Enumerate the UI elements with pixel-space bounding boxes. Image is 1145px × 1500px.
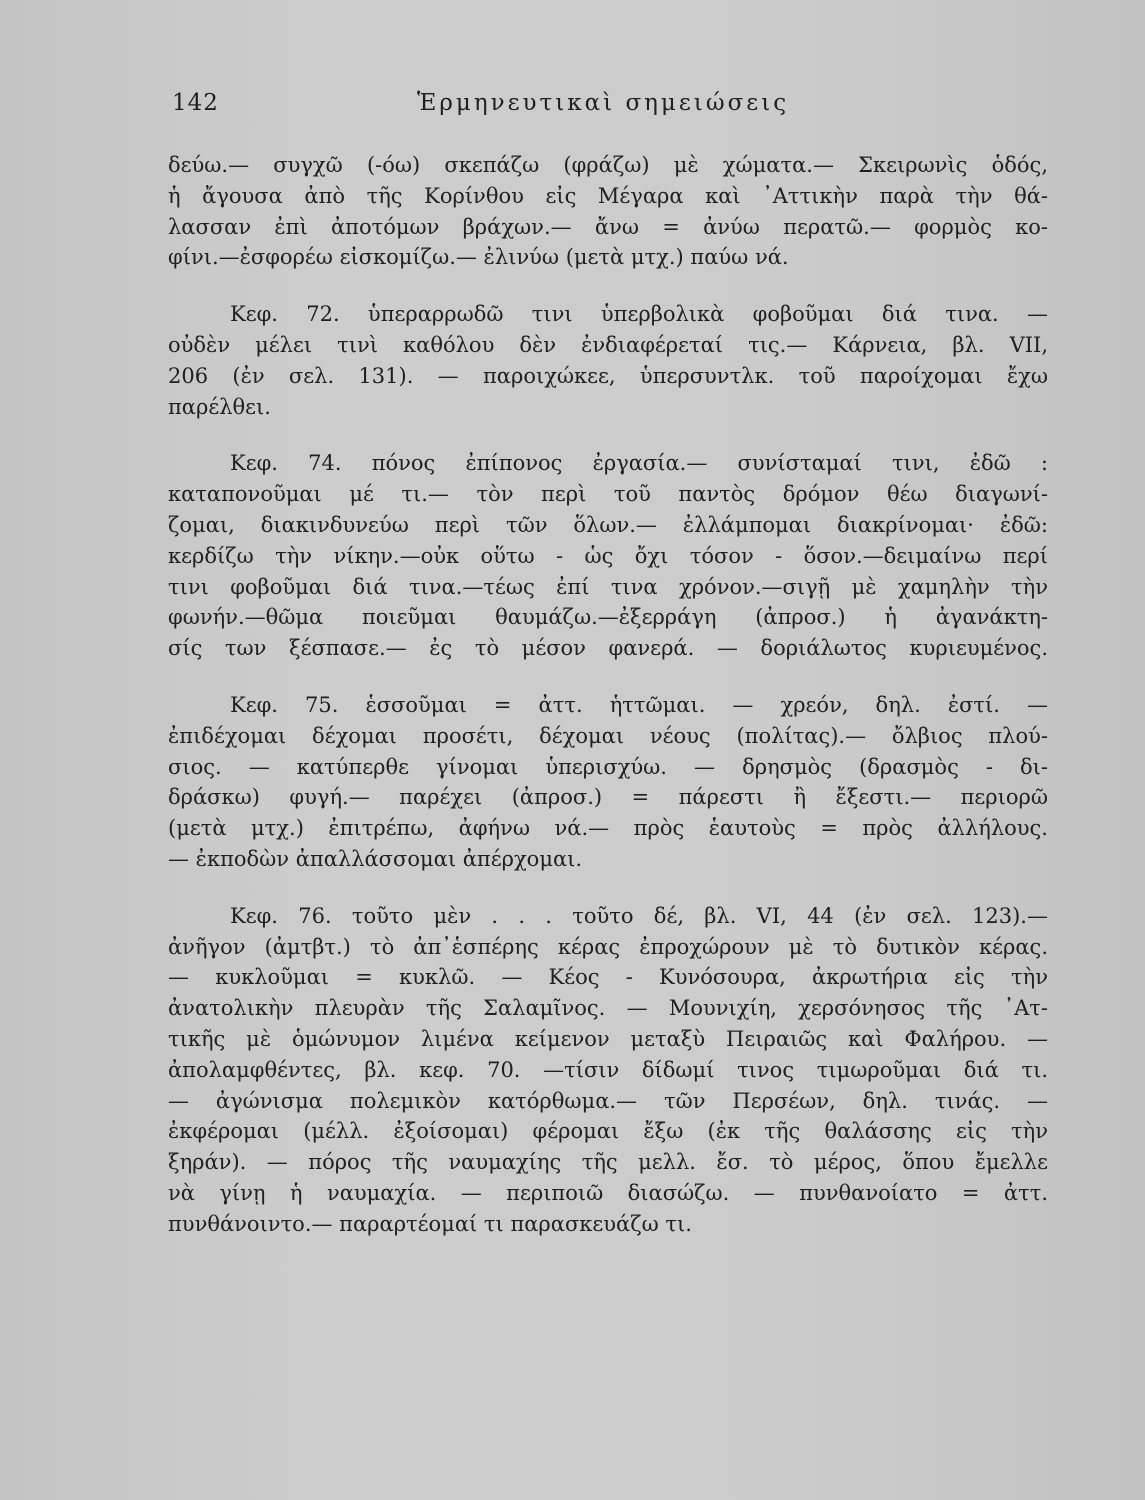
text-line: φίνι.—ἐσφορέω εἰσκομίζω.— ἐλινύω (μετὰ μτχ.) παύω νά. — [168, 245, 789, 270]
text-line: τινι φοβοῦμαι διά τινα.—τέως ἐπί τινα χρόνον.—σιγῇ μὲ χαμηλὴν τὴν — [168, 574, 1048, 599]
text-line: σίς των ξέσπασε.— ἐς τὸ μέσον φανερά. — δοριάλωτος κυριευμένος. — [168, 636, 1048, 661]
paragraph-intro — [168, 150, 1048, 273]
text-line: σιος. — κατύπερθε γίνομαι ὑπερισχύω. — δρησμὸς (δρασμὸς - δι- — [168, 754, 1048, 779]
text-line: νὰ γίνῃ ἡ ναυμαχία. — περιποιῶ διασώζω. — πυνθανοίατο = ἀττ. — [168, 1180, 1048, 1205]
text-line: — ἀγώνισμα πολεμικὸν κατόρθωμα.— τῶν Περσέων, δηλ. τινάς. — — [168, 1088, 1048, 1113]
text-line: Κεφ. 72. ὑπεραρρωδῶ τινι ὑπερβολικὰ φοβοῦμαι διά τινα. — — [230, 302, 1048, 327]
text-line: ἡ ἄγουσα ἀπὸ τῆς Κορίνθου εἰς Μέγαρα καὶ ᾿Αττικὴν παρὰ τὴν θά- — [168, 183, 1048, 208]
page-header — [172, 90, 1052, 130]
text-line: τικῆς μὲ ὁμώνυμον λιμένα κείμενον μεταξὺ Πειραιῶς καὶ Φαλήρου. — — [168, 1026, 1048, 1051]
text-line: καταπονοῦμαι μέ τι.— τὸν περὶ τοῦ παντὸς δρόμον θέω διαγωνί- — [168, 482, 1048, 507]
text-line: δεύω.— συγχῶ (-όω) σκεπάζω (φράζω) μὲ χώματα.— Σκειρωνὶς ὁδός, — [168, 153, 1048, 177]
text-line: λασσαν ἐπὶ ἀποτόμων βράχων.— ἄνω = ἀνύω περατῶ.— φορμὸς κο- — [168, 214, 1048, 239]
paragraph-chapter-75 — [168, 690, 1048, 875]
text-line: Κεφ. 75. ἑσσοῦμαι = ἀττ. ἡττῶμαι. — χρεόν, δηλ. ἐστί. — — [230, 692, 1048, 717]
text-line: ζομαι, διακινδυνεύω περὶ τῶν ὅλων.— ἐλλάμπομαι διακρίνομαι· ἐδῶ: — [168, 512, 1048, 537]
text-line: παρέλθει. — [168, 394, 271, 419]
text-line: ξηράν). — πόρος τῆς ναυμαχίης τῆς μελλ. ἔσ. τὸ μέρος, ὅπου ἔμελλε — [168, 1150, 1048, 1175]
text-line: ἐκφέρομαι (μέλλ. ἐξοίσομαι) φέρομαι ἔξω (ἐκ τῆς θαλάσσης εἰς τὴν — [168, 1119, 1048, 1144]
text-line: Κεφ. 76. τοῦτο μὲν . . . τοῦτο δέ, βλ. VI, 44 (ἐν σελ. 123).— — [230, 903, 1048, 928]
text-line: κερδίζω τὴν νίκην.—οὐκ οὕτω - ὡς ὄχι τόσον - ὅσον.—δειμαίνω περί — [168, 543, 1048, 568]
text-line: (μετὰ μτχ.) ἐπιτρέπω, ἀφήνω νά.— πρὸς ἑαυτοὺς = πρὸς ἀλλήλους. — [168, 816, 1048, 841]
text-line: δράσκω) φυγή.— παρέχει (ἀπροσ.) = πάρεστι ἢ ἔξεστι.— περιορῶ — [168, 785, 1048, 810]
text-line: οὐδὲν μέλει τινὶ καθόλου δὲν ἐνδιαφέρεταί τις.— Κάρνεια, βλ. VII, — [168, 332, 1048, 357]
text-line: ἀνῆγον (ἀμτβτ.) τὸ ἀπ᾿ἑσπέρης κέρας ἐπροχώρουν μὲ τὸ δυτικὸν κέρας. — [168, 934, 1048, 959]
text-line: ἀνατολικὴν πλευρὰν τῆς Σαλαμῖνος. — Μουνιχίη, χερσόνησος τῆς ᾿Ατ- — [168, 996, 1048, 1021]
text-line: φωνήν.—θῶμα ποιεῦμαι θαυμάζω.—ἐξερράγη (ἀπροσ.) ἡ ἀγανάκτη- — [168, 605, 1048, 630]
paragraph-chapter-74 — [168, 448, 1048, 664]
text-line: — κυκλοῦμαι = κυκλῶ. — Κέος - Κυνόσουρα, ἀκρωτήρια εἰς τὴν — [168, 965, 1048, 990]
page-body — [168, 150, 1048, 1240]
text-line: 206 (ἐν σελ. 131). — παροιχώκεε, ὑπερσυντλκ. τοῦ παροίχομαι ἔχω — [168, 363, 1048, 388]
text-line: ἐπιδέχομαι δέχομαι προσέτι, δέχομαι νέους (πολίτας).— ὄλβιος πλού- — [168, 723, 1048, 748]
text-line: — ἐκποδὼν ἀπαλλάσσομαι ἀπέρχομαι. — [168, 846, 583, 871]
text-line: ἀπολαμφθέντες, βλ. κεφ. 70. —τίσιν δίδωμί τινος τιμωροῦμαι διά τι. — [168, 1057, 1048, 1082]
paragraph-chapter-76 — [168, 901, 1048, 1240]
paragraph-chapter-72 — [168, 299, 1048, 422]
text-line: πυνθάνοιντο.— παραρτέομαί τι παρασκευάζω τι. — [168, 1211, 692, 1236]
page-number: 142 — [172, 90, 219, 116]
running-title: Ἑρμηνευτικαὶ σημειώσεις — [417, 90, 790, 116]
text-line: Κεφ. 74. πόνος ἐπίπονος ἐργασία.— συνίσταμαί τινι, ἐδῶ : — [230, 451, 1048, 476]
